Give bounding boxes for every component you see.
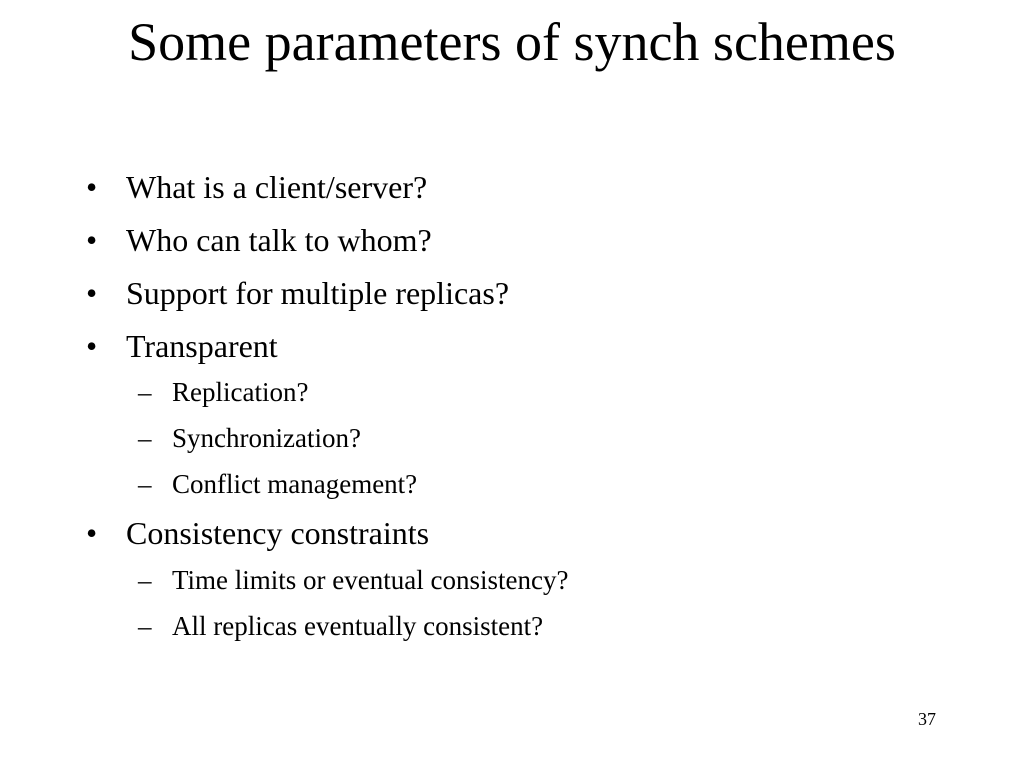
bullet-text: Consistency constraints (126, 515, 430, 551)
slide-title: Some parameters of synch schemes (128, 12, 896, 72)
bullet-item (86, 222, 432, 258)
dash-icon: – (138, 565, 152, 595)
dash-icon: – (138, 377, 152, 407)
sub-bullet-item (138, 469, 418, 500)
bullet-text: Support for multiple replicas? (126, 275, 510, 311)
sub-bullet-text: All replicas eventually consistent? (172, 611, 544, 641)
bullet-icon: • (86, 515, 98, 551)
sub-bullet-text: Synchronization? (172, 423, 361, 453)
sub-bullet-item (138, 423, 361, 454)
bullet-icon: • (86, 275, 98, 311)
sub-bullet-text: Time limits or eventual consistency? (172, 565, 569, 595)
bullet-icon: • (86, 169, 98, 205)
page-number: 37 (918, 709, 936, 729)
bullet-item (86, 328, 278, 364)
bullet-icon: • (86, 328, 98, 364)
sub-bullet-item (138, 611, 544, 642)
sub-bullet-text: Replication? (172, 377, 309, 407)
dash-icon: – (138, 423, 152, 453)
sub-bullet-text: Conflict management? (172, 469, 418, 499)
bullet-item (86, 169, 428, 205)
bullet-item (86, 275, 510, 311)
dash-icon: – (138, 469, 152, 499)
bullet-icon: • (86, 222, 98, 258)
sub-bullet-item (138, 565, 569, 596)
bullet-item (86, 515, 430, 551)
bullet-text: Transparent (126, 328, 278, 364)
dash-icon: – (138, 611, 152, 641)
bullet-text: Who can talk to whom? (126, 222, 432, 258)
bullet-text: What is a client/server? (126, 169, 428, 205)
sub-bullet-item (138, 377, 309, 408)
